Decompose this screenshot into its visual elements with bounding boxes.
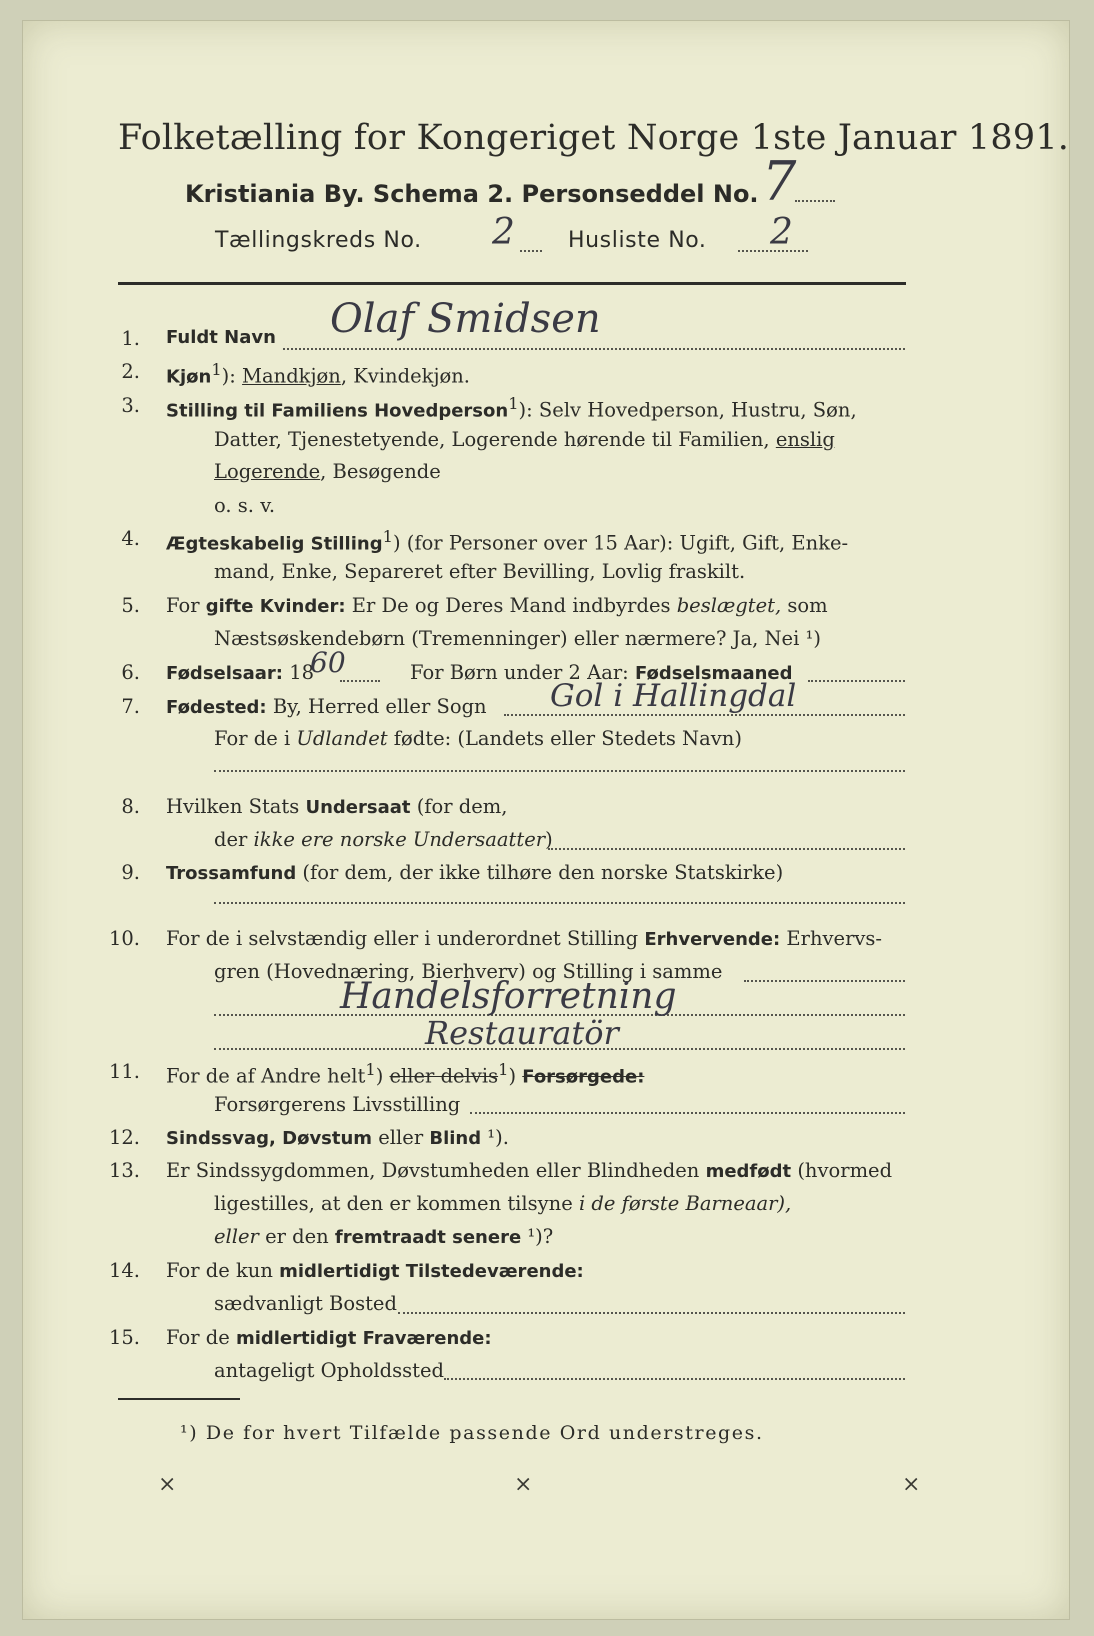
field-12-row <box>166 1126 509 1149</box>
field-11-line-2: Forsørgerens Livsstilling <box>214 1093 461 1116</box>
field-13-line-3 <box>214 1225 553 1248</box>
field-number: 13. <box>108 1159 140 1182</box>
field-number: 9. <box>121 861 140 884</box>
birth-month-dots <box>808 680 905 682</box>
husliste-number: 2 <box>770 212 793 253</box>
form-title: Folketælling for Kongeriget Norge 1ste Januar 1891. <box>118 118 1070 158</box>
field-text: ) <box>375 1064 390 1088</box>
field-4-line-1 <box>166 527 848 555</box>
field-text: For de <box>166 1326 236 1349</box>
field-number: 2. <box>121 360 140 383</box>
birthplace-value: Gol i Hallingdal <box>550 678 797 714</box>
birthplace-dots <box>504 714 905 716</box>
residence-dots <box>398 1312 905 1314</box>
field-text: ): <box>221 364 243 388</box>
field-number: 15. <box>108 1326 140 1349</box>
field-text: For de kun <box>166 1259 280 1282</box>
field-15-line-1 <box>166 1326 492 1349</box>
option-mandkjon-underlined: Mandkjøn <box>242 364 341 388</box>
field-text: eller <box>372 1126 430 1149</box>
field-2-row <box>166 360 470 388</box>
field-text: som <box>781 594 828 617</box>
field-label: midlertidigt Tilstedeværende: <box>279 1261 584 1282</box>
field-7-line-1 <box>166 695 487 718</box>
field-text: ¹). <box>481 1126 509 1149</box>
field-label: Fødselsaar: <box>166 663 283 684</box>
field-number: 1. <box>121 327 140 350</box>
field-text-italic: beslægtet, <box>676 594 782 617</box>
census-form-sheet <box>22 20 1070 1620</box>
field-6-row <box>166 661 314 684</box>
field-13-line-2 <box>214 1192 791 1215</box>
field-text: er den <box>258 1225 335 1248</box>
field-15-line-2: antageligt Opholdssted <box>214 1359 445 1382</box>
field-text: ) (for Personer over 15 Aar): Ugift, Gift, Enke- <box>392 531 849 555</box>
occupation-value-2: Restauratör <box>425 1014 619 1052</box>
taellingskreds-number: 2 <box>492 212 515 253</box>
field-label: Forsørgede: <box>522 1066 645 1088</box>
field-label: Kjøn <box>166 366 212 388</box>
field-text: (for dem, <box>410 795 508 818</box>
field-text: Er De og Deres Mand indbyrdes <box>345 594 677 617</box>
field-number: 12. <box>108 1126 140 1149</box>
husliste-dots <box>738 250 808 252</box>
form-subtitle: Kristiania By. Schema 2. Personseddel No. <box>185 180 759 208</box>
religion-dots <box>214 902 905 904</box>
field-label: Undersaat <box>305 797 411 818</box>
field-number: 10. <box>108 927 140 950</box>
field-number: 4. <box>121 527 140 550</box>
corner-mark-icon: ⨯ <box>158 1472 177 1497</box>
field-text: For de i <box>214 727 297 750</box>
option-logerende-underlined: Logerende <box>214 460 321 483</box>
field-text-italic: ikke ere norske Undersaatter <box>253 828 546 851</box>
field-text: (hvormed <box>791 1159 893 1182</box>
field-8-line-1 <box>166 795 508 818</box>
field-text-italic: eller <box>214 1225 259 1248</box>
field-text: For Børn under 2 Aar: <box>410 661 635 684</box>
field-11-line-1 <box>166 1060 644 1088</box>
corner-mark-icon: ⨯ <box>902 1472 921 1497</box>
field-text: ligestilles, at den er kommen tilsyne <box>214 1192 579 1215</box>
husliste-label: Husliste No. <box>568 228 707 253</box>
field-text-italic: i de første Barneaar), <box>578 1192 792 1215</box>
full-name-value: Olaf Smidsen <box>330 296 601 342</box>
field-number: 8. <box>121 795 140 818</box>
field-text: ¹)? <box>521 1225 554 1248</box>
field-text: For de af Andre helt <box>166 1064 366 1088</box>
birth-year-dots <box>340 680 380 682</box>
field-text: Erhvervs- <box>780 927 883 950</box>
field-label: midlertidigt Fraværende: <box>235 1328 492 1349</box>
abode-dots <box>444 1378 905 1380</box>
field-label: Trossamfund <box>166 863 297 884</box>
footnote-ref: 1 <box>211 360 222 379</box>
field-text: Er Sindssygdommen, Døvstumheden eller Blindheden <box>166 1159 706 1182</box>
option-delvis-struck: eller delvis <box>389 1064 499 1088</box>
field-14-line-1 <box>166 1259 584 1282</box>
field-8-line-2 <box>214 828 553 851</box>
birth-year-value: 60 <box>310 646 346 679</box>
field-text: der <box>214 828 254 851</box>
field-label: gifte Kvinder: <box>205 596 346 617</box>
field-text-italic: Udlandet <box>296 727 388 750</box>
taellingskreds-label: Tællingskreds No. <box>215 228 422 253</box>
field-label: Fødselsmaaned <box>634 663 793 684</box>
occupation-dots-1 <box>744 980 905 982</box>
field-10-line-2: gren (Hovednæring, Bierhverv) og Stilling i samme <box>214 960 723 983</box>
field-5-line-2: Næstsøskendebørn (Tremenninger) eller nærmere? Ja, Nei ¹) <box>214 627 821 650</box>
occupation-value-1: Handelsforretning <box>340 976 677 1017</box>
field-label: Fuldt Navn <box>166 327 276 348</box>
field-13-line-1 <box>166 1159 892 1182</box>
field-3-line-3 <box>214 460 441 483</box>
footnote-rule <box>118 1398 240 1400</box>
footnote-text: ¹) De for hvert Tilfælde passende Ord understreges. <box>180 1422 764 1444</box>
field-5-line-1 <box>166 594 828 617</box>
name-dots <box>283 348 905 350</box>
field-7-line-2 <box>214 727 742 750</box>
field-label: Ægteskabelig Stilling <box>166 533 383 555</box>
field-number: 6. <box>121 661 140 684</box>
provider-dots <box>470 1112 905 1114</box>
field-label: fremtraadt senere <box>334 1227 522 1248</box>
field-number: 7. <box>121 695 140 718</box>
field-text: By, Herred eller Sogn <box>266 695 487 718</box>
field-9-row <box>166 861 783 884</box>
field-label: Fødested: <box>166 697 267 718</box>
foreign-birthplace-dots <box>214 770 905 772</box>
field-text: ) <box>545 828 553 851</box>
field-text: Datter, Tjenestetyende, Logerende hørende til Familien, <box>214 428 776 451</box>
field-number: 11. <box>108 1060 140 1083</box>
field-number: 3. <box>121 394 140 417</box>
field-text: , Besøgende <box>320 460 441 483</box>
field-text: ) <box>508 1064 523 1088</box>
corner-mark-icon: ⨯ <box>514 1472 533 1497</box>
field-label: Erhvervende: <box>644 929 781 950</box>
personseddel-dots <box>795 200 835 202</box>
field-number: 14. <box>108 1259 140 1282</box>
field-3-line-1 <box>166 394 857 422</box>
field-3-line-4: o. s. v. <box>214 494 276 517</box>
field-label: Sindssvag, Døvstum <box>166 1128 373 1149</box>
footnote-ref: 1 <box>382 527 393 546</box>
field-number: 5. <box>121 594 140 617</box>
header-rule <box>118 282 906 285</box>
field-4-line-2: mand, Enke, Separeret efter Bevilling, Lovlig fraskilt. <box>214 560 746 583</box>
field-label: medfødt <box>705 1161 792 1182</box>
field-14-line-2: sædvanligt Bosted <box>214 1292 397 1315</box>
footnote-ref: 1 <box>498 1060 509 1079</box>
field-text: ): Selv Hovedperson, Hustru, Søn, <box>518 398 857 422</box>
field-text: fødte: (Landets eller Stedets Navn) <box>387 727 742 750</box>
field-3-line-2 <box>214 428 835 451</box>
field-label: Blind <box>429 1128 482 1149</box>
field-text: For de i selvstændig eller i underordnet Stilling <box>166 927 645 950</box>
field-10-line-1 <box>166 927 882 950</box>
option-enslig-underlined: enslig <box>775 428 835 451</box>
birth-year-prefix: 18 <box>283 661 315 684</box>
citizenship-dots <box>548 848 905 850</box>
kreds-dots <box>520 250 542 252</box>
field-text: For <box>166 594 206 617</box>
field-text: (for dem, der ikke tilhøre den norske Statskirke) <box>296 861 784 884</box>
field-text: Hvilken Stats <box>166 795 306 818</box>
footnote-ref: 1 <box>508 394 519 413</box>
option-kvindekjon: , Kvindekjøn. <box>340 364 471 388</box>
personseddel-number: 7 <box>762 150 797 213</box>
footnote-ref: 1 <box>365 1060 376 1079</box>
field-label: Stilling til Familiens Hovedperson <box>166 400 509 422</box>
